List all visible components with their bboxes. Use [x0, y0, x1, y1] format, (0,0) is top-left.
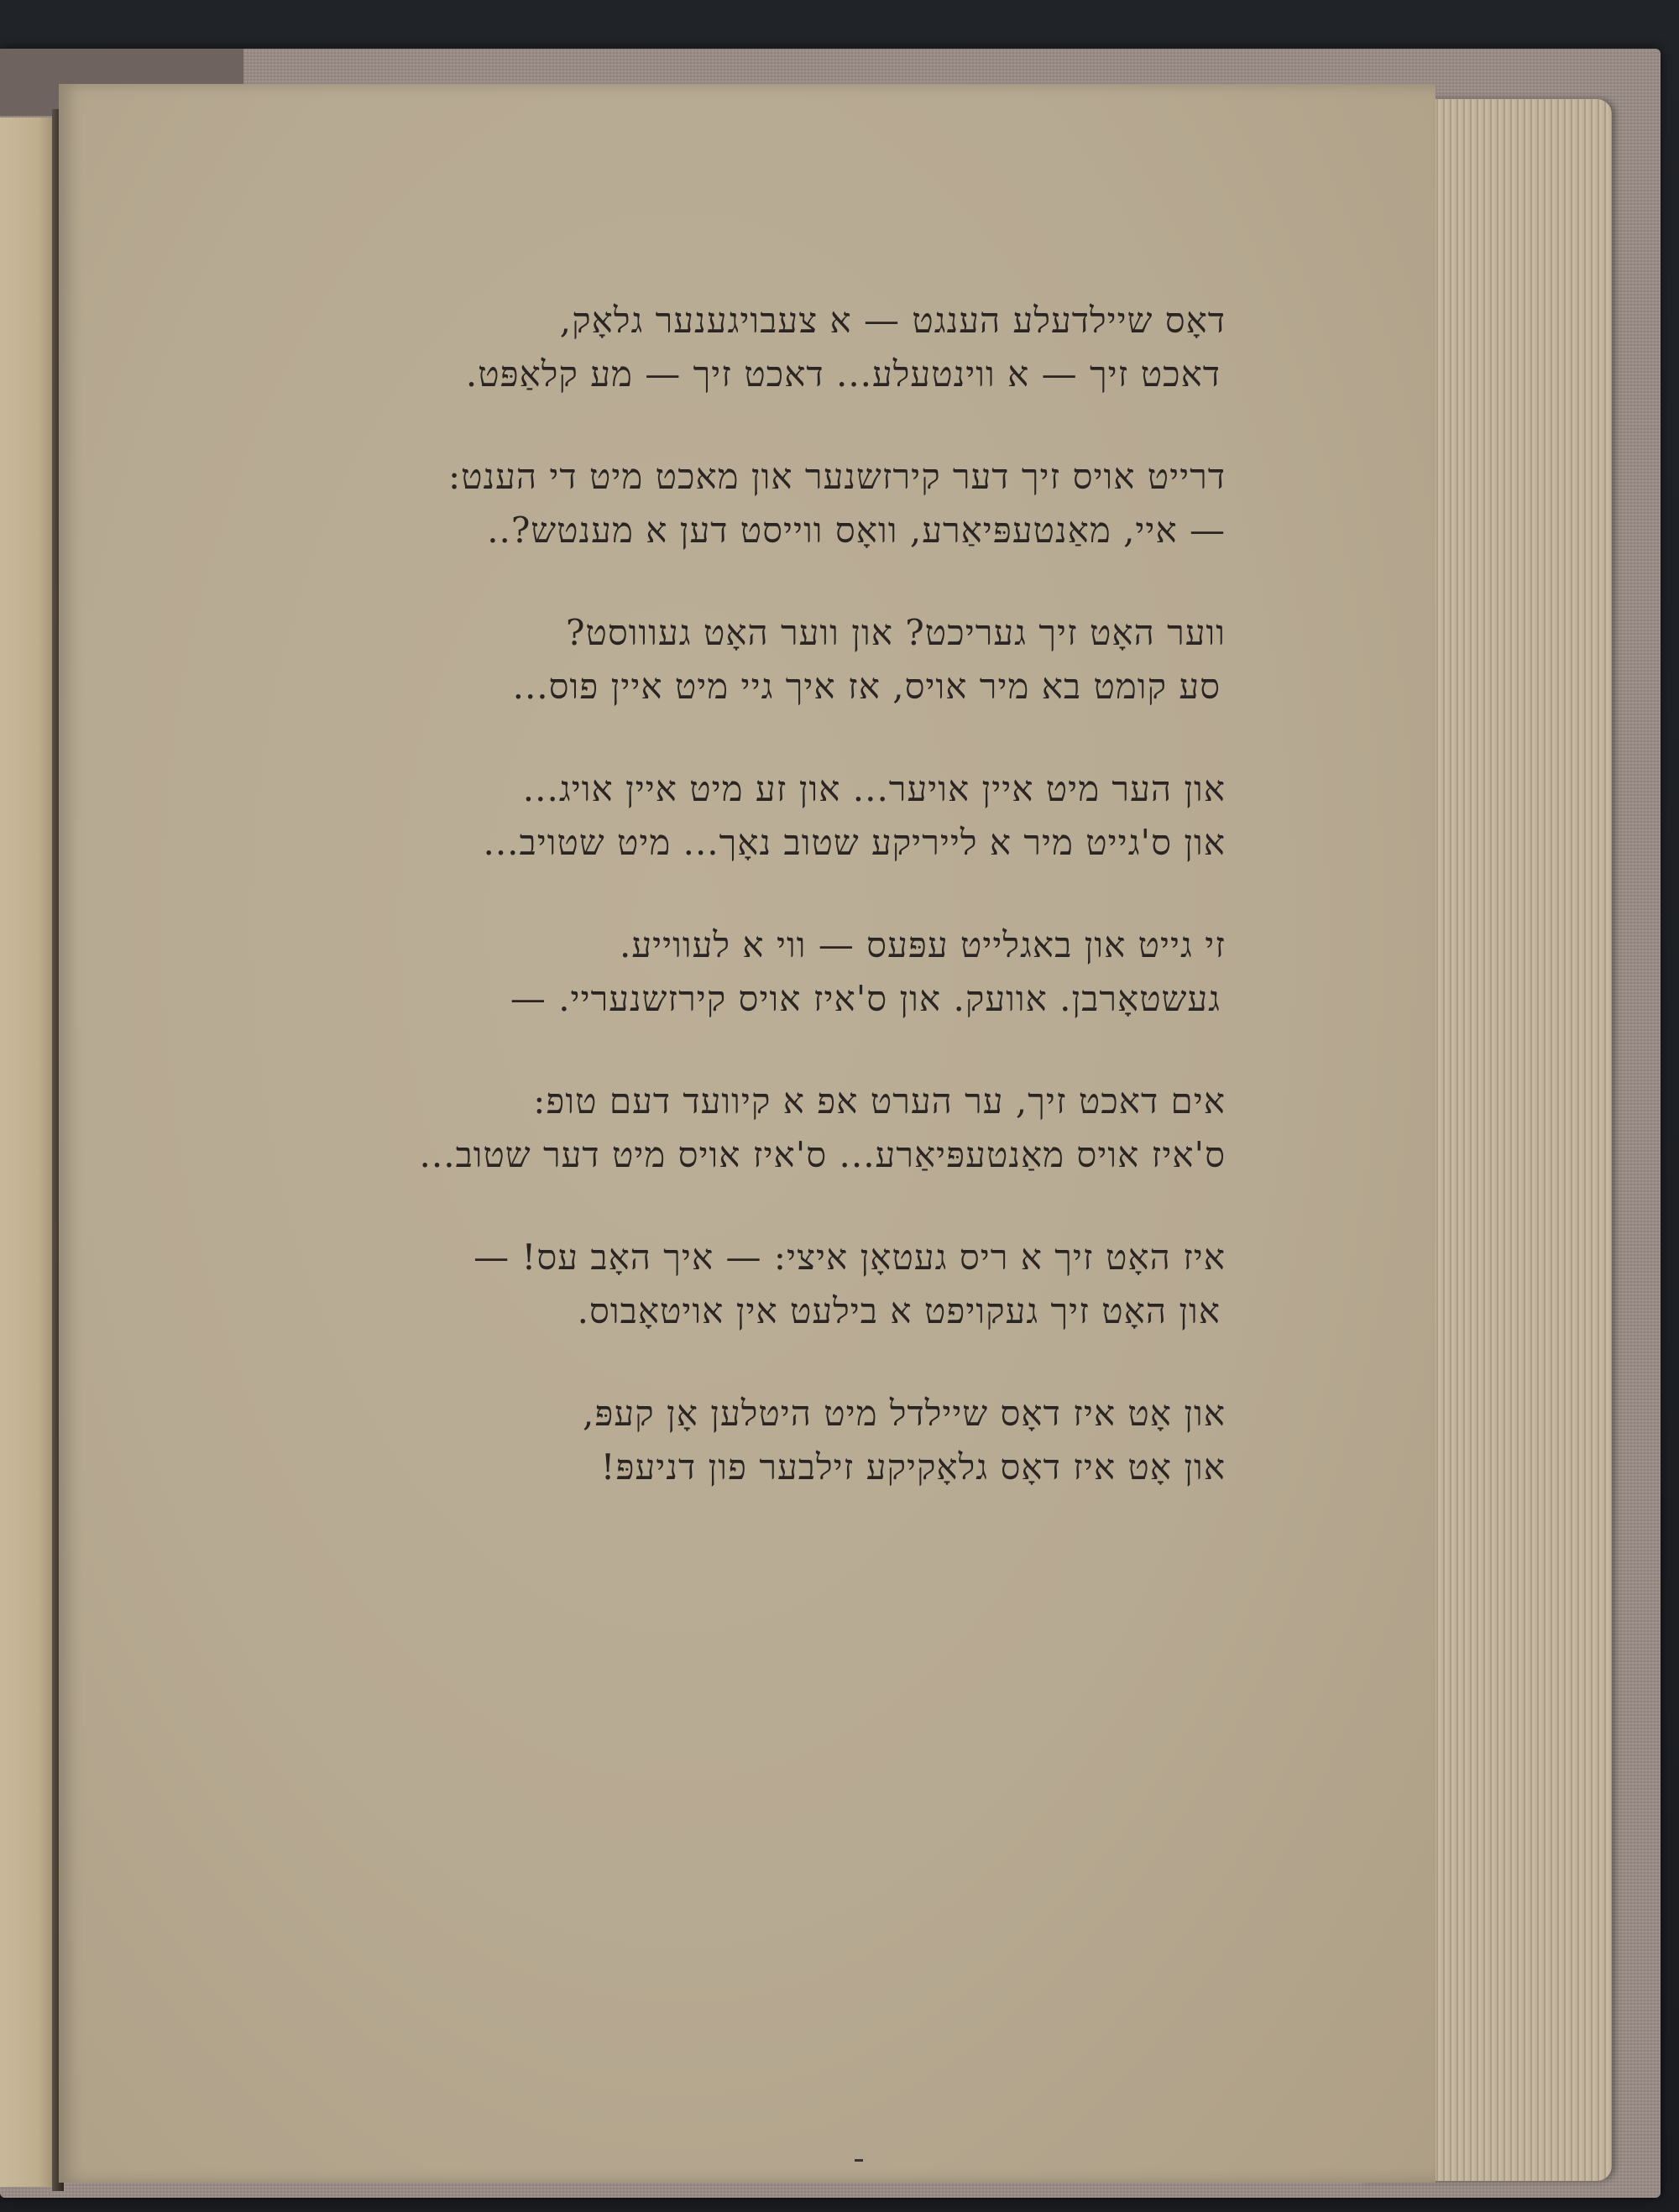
poem-line: און ס'גייט מיר א לייריקע שטוב נאָך... מיט שטויב... — [483, 822, 1226, 863]
poem-line: אים דאכט זיך, ער הערט אפ א קיוועד דעם טופ: — [533, 1080, 1226, 1122]
poem-text — [260, 294, 1226, 1543]
poem-line: סע קומט בא מיר אויס, אז איך גיי מיט איין פוס... — [512, 666, 1221, 707]
stanza-2 — [260, 450, 1226, 557]
stanza-7 — [260, 1231, 1226, 1338]
poem-line: ווער האָט זיך געריכט? און ווער האָט געוווסט? — [565, 612, 1226, 653]
left-page-edge — [0, 118, 55, 2187]
stanza-3 — [260, 606, 1226, 714]
stanza-8 — [260, 1387, 1226, 1494]
right-page — [59, 84, 1436, 2183]
poem-line: דאָס שיילדעלע הענגט — א צעבויגענער גלאָק, — [559, 300, 1226, 341]
poem-line: דאכט זיך — א ווינטעלע... דאכט זיך — מע קלאַפּט. — [465, 353, 1221, 395]
poem-line: דרייט אויס זיך דער קירזשנער און מאכט מיט די הענט: — [447, 456, 1226, 497]
poem-line: ס'איז אויס מאַנטעפּיאַרע... ס'איז אויס מיט דער שטוב... — [419, 1134, 1226, 1175]
poem-line: — איי, מאַנטעפּיאַרע, וואָס ווייסט דען א מענטש?.. — [487, 510, 1226, 551]
stanza-4 — [260, 762, 1226, 870]
poem-line: און האָט זיך געקויפט א בילעט אין אויטאָבוס. — [577, 1290, 1221, 1331]
poem-line: און אָט איז דאָס שיילדל מיט היטלען אָן קעפּ, — [583, 1393, 1226, 1434]
page-mark — [855, 2159, 863, 2162]
stanza-5 — [260, 918, 1226, 1026]
poem-line: און אָט איז דאָס גלאָקיקע זילבער פון דניעפּ! — [600, 1446, 1226, 1488]
stanza-1 — [260, 294, 1226, 401]
poem-line: און הער מיט איין אויער... און זע מיט איין אויג... — [522, 768, 1226, 809]
stanza-6 — [260, 1075, 1226, 1182]
poem-line: געשטאָרבן. אוועק. און ס'איז אויס קירזשנעריי. — — [510, 978, 1221, 1019]
poem-line: זי גייט און באגלייט עפּעס — ווי א לעווייע. — [620, 924, 1226, 965]
poem-line: איז האָט זיך א ריס געטאָן איצי: — איך האָב עס! — — [473, 1237, 1226, 1278]
